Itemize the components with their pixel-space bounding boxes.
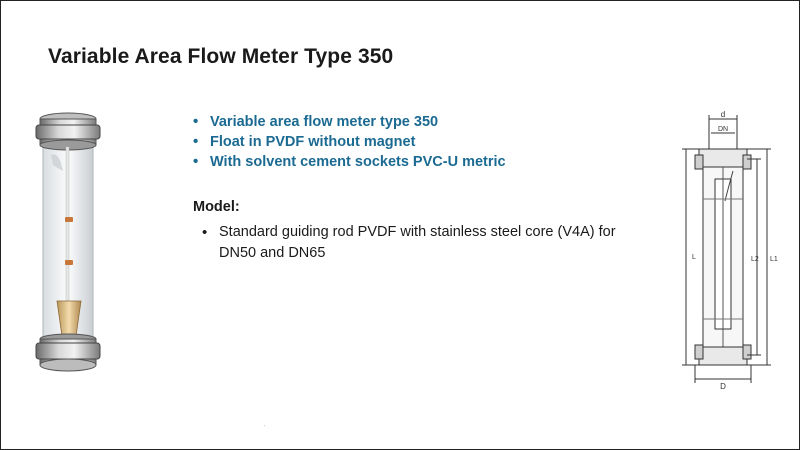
model-list: [202, 222, 632, 264]
dim-label-dn: DN: [717, 126, 729, 133]
slide-title: Variable Area Flow Meter Type 350: [48, 45, 394, 68]
tiny-mark: ': [264, 425, 265, 431]
dim-label-D: D: [720, 382, 726, 391]
feature-item: • With solvent cement sockets PVC-U metric: [193, 152, 506, 172]
dim-label-l2: L2: [751, 256, 759, 263]
flow-meter-photo: [29, 111, 109, 376]
dim-label-d: d: [720, 110, 726, 119]
model-item: • Standard guiding rod PVDF with stainless steel core (V4A) for DN50 and DN65: [202, 222, 632, 264]
feature-item: • Float in PVDF without magnet: [193, 132, 506, 152]
feature-list: [193, 112, 506, 172]
dim-label-l: L: [692, 254, 696, 261]
technical-drawing: [681, 109, 781, 394]
model-label: Model:: [193, 199, 240, 215]
feature-item: • Variable area flow meter type 350: [193, 112, 506, 132]
dim-label-l1: L1: [770, 256, 778, 263]
